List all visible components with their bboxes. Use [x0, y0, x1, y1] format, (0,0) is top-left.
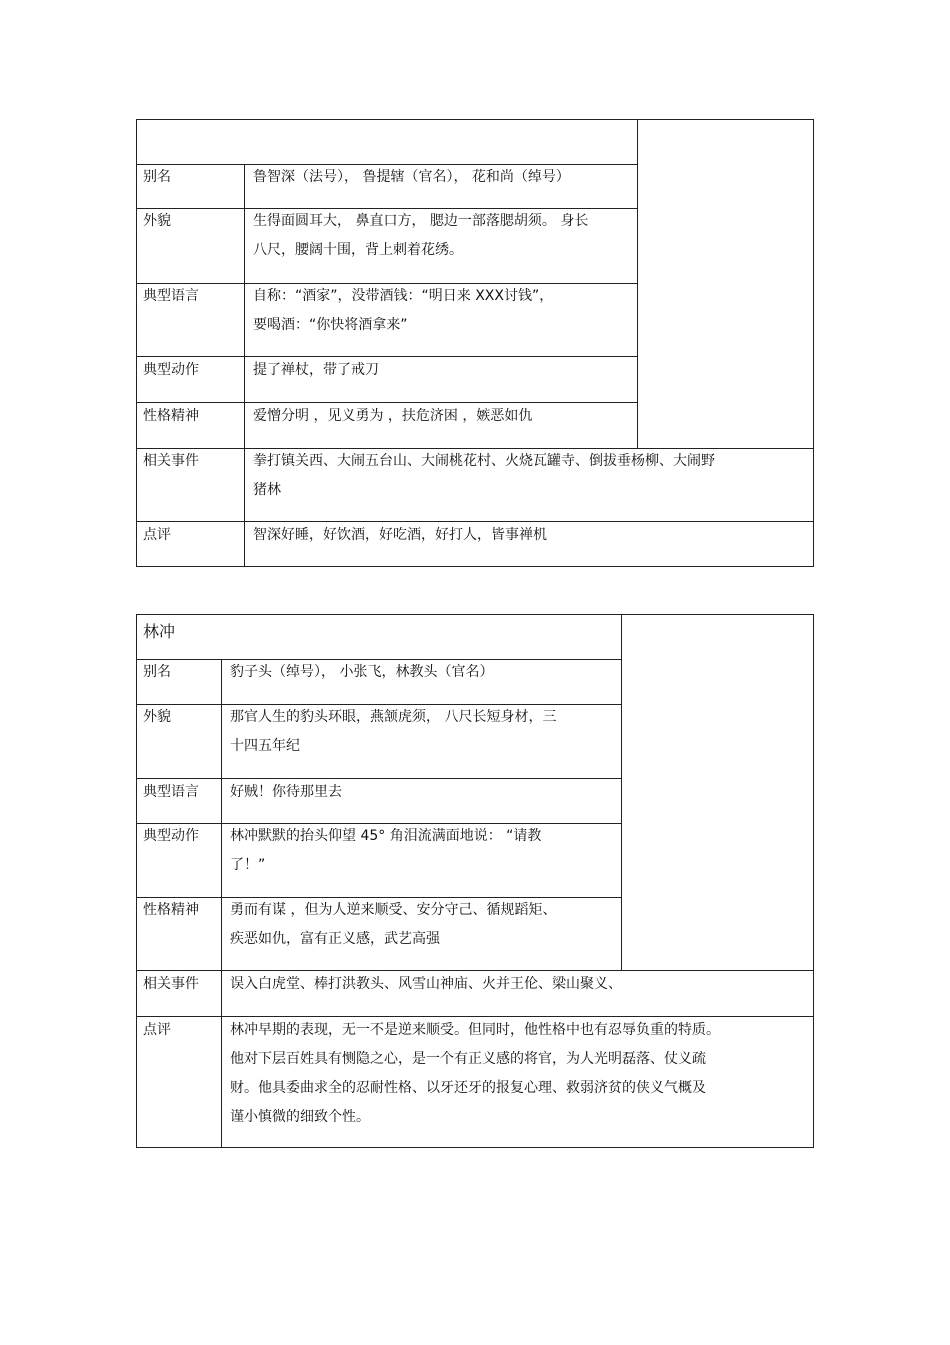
- value-line: 拳打镇关西、大闹五台山、大闹桃花村、火烧瓦罐寺、倒拔垂杨柳、大闹野: [253, 453, 715, 469]
- value-line: 生得面圆耳大， 鼻直口方， 腮边一部落腮胡须。 身长: [253, 213, 589, 229]
- row-label-related-events: 相关事件: [143, 976, 199, 992]
- row-value-appearance: [230, 703, 556, 761]
- row-value-personality: [230, 896, 556, 954]
- value-line: 要喝酒：“你快将酒拿来”: [253, 317, 408, 333]
- value-line: 猪林: [253, 482, 281, 498]
- row-label-typical-speech: 典型语言: [143, 784, 199, 800]
- value-line: 林冲默默的抬头仰望 45° 角泪流满面地说： “请教: [230, 828, 542, 844]
- row-value-alias: [230, 658, 493, 687]
- value-line: 谨小慎微的细致个性。: [230, 1109, 370, 1125]
- value-line: 豹子头（绰号）， 小张飞，林教头（官名）: [230, 664, 494, 680]
- row-separator: [136, 778, 622, 779]
- value-line: 好贼！你待那里去: [230, 784, 342, 800]
- row-value-related-events: [230, 970, 622, 999]
- value-line: 爱憎分明 ，见义勇为 ，扶危济困 ，嫉恶如仇: [253, 408, 533, 424]
- table-border-top: [136, 614, 814, 615]
- row-label-appearance: 外貌: [143, 213, 171, 229]
- value-line: 他对下层百姓具有恻隐之心，是一个有正义感的将官，为人光明磊落、仗义疏: [230, 1051, 706, 1067]
- row-label-commentary: 点评: [143, 527, 171, 543]
- character-name: 林冲: [143, 622, 176, 641]
- value-line: 了！”: [230, 857, 266, 873]
- portrait-divider: [621, 614, 622, 970]
- row-label-alias: 别名: [143, 664, 171, 680]
- row-label-personality: 性格精神: [143, 902, 199, 918]
- row-label-commentary: 点评: [143, 1022, 171, 1038]
- value-line: 疾恶如仇，富有正义感，武艺高强: [230, 931, 440, 947]
- row-label-appearance: 外貌: [143, 709, 171, 725]
- value-line: 自称：“酒家”，没带酒钱：“明日来 XXX讨钱”，: [253, 288, 554, 304]
- row-label-related-events: 相关事件: [143, 453, 199, 469]
- value-line: 智深好睡，好饮酒，好吃酒，好打人，皆事禅机: [253, 527, 547, 543]
- row-value-commentary: [230, 1016, 720, 1132]
- value-line: 鲁智深（法号）， 鲁提辖（官名）， 花和尚（绰号）: [253, 169, 570, 185]
- row-value-typical-action: [230, 822, 541, 880]
- value-line: 林冲早期的表现，无一不是逆来顺受。但同时，他性格中也有忍辱负重的特质。: [230, 1022, 720, 1038]
- table-border-bottom: [136, 1147, 814, 1148]
- value-line: 财。他具委曲求全的忍耐性格、以牙还牙的报复心理、救弱济贫的侠义气概及: [230, 1080, 706, 1096]
- row-value-typical-speech: [230, 778, 342, 807]
- value-line: 误入白虎堂、棒打洪教头、风雪山神庙、火并王伦、梁山聚义、: [230, 976, 622, 992]
- value-line: 勇而有谋 ，但为人逆来顺受、安分守己、循规蹈矩、: [230, 902, 557, 918]
- table-border-right: [813, 614, 814, 1148]
- row-label-typical-speech: 典型语言: [143, 288, 199, 304]
- row-label-alias: 别名: [143, 169, 171, 185]
- value-line: 十四五年纪: [230, 738, 300, 754]
- value-line: 提了禅杖，带了戒刀: [253, 362, 379, 378]
- row-label-personality: 性格精神: [143, 408, 199, 424]
- label-column-divider: [221, 659, 222, 1148]
- row-label-typical-action: 典型动作: [143, 362, 199, 378]
- value-line: 八尺，腰阔十围，背上刺着花绣。: [253, 242, 463, 258]
- row-label-typical-action: 典型动作: [143, 828, 199, 844]
- value-line: 那官人生的豹头环眼，燕颔虎须， 八尺长短身材，三: [230, 709, 557, 725]
- table-border-left: [136, 614, 137, 1148]
